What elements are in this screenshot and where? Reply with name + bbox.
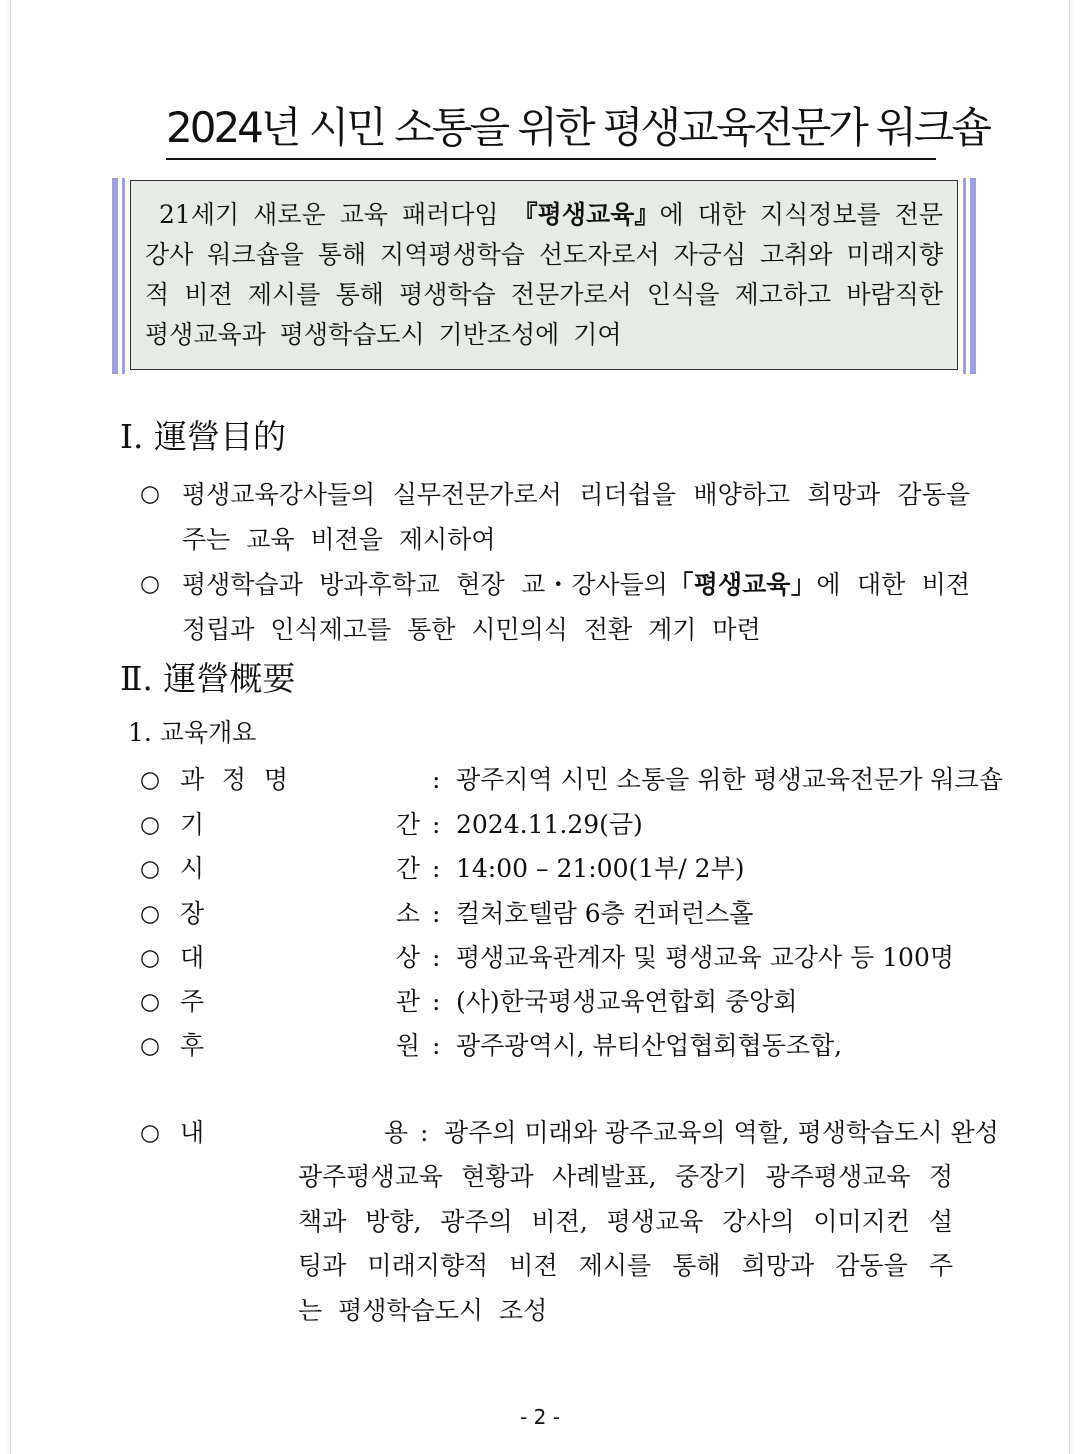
row-label-char: 명 bbox=[263, 765, 288, 794]
row-label-char: 시 bbox=[180, 854, 205, 883]
row-label-char: 용 bbox=[383, 1118, 408, 1147]
row-value: 평생교육관계자 및 평생교육 교강사 등 100명 bbox=[456, 943, 955, 972]
row-label-char: 내 bbox=[180, 1118, 205, 1147]
bullet-circle-icon: ○ bbox=[140, 767, 161, 793]
row-colon: : bbox=[432, 810, 441, 839]
row-value: 광주의 미래와 광주교육의 역할, 평생학습도시 완성 bbox=[444, 1118, 999, 1147]
bullet-circle-icon: ○ bbox=[140, 989, 161, 1015]
purpose-item-text: 평생교육강사들의 실무전문가로서 리더쉽을 배양하고 희망과 감동을 주는 교육 비젼을 제시하여 bbox=[182, 480, 970, 554]
bullet-circle-icon: ○ bbox=[140, 901, 161, 927]
bullet-circle-icon: ○ bbox=[140, 1033, 161, 1059]
subsection-heading: 1. 교육개요 bbox=[128, 718, 257, 747]
section-heading-overview: Ⅱ. 運營概要 bbox=[120, 659, 296, 698]
row-value: 2024.11.29(금) bbox=[456, 810, 643, 839]
row-label bbox=[180, 892, 420, 936]
row-label-char: 장 bbox=[180, 899, 205, 928]
row-colon: : bbox=[432, 943, 441, 972]
row-label-char: 주 bbox=[180, 987, 205, 1016]
row-label bbox=[180, 847, 420, 891]
summary-text-post: 에 대한 지식정보를 전문강사 워크숍을 통해 지역평생학습 선도자로서 자긍심 고취와 미래지향적 비젼 제시를 통해 평생학습 전문가로서 인식을 제고하고 바람직한 평생교육과 평생학습도시 기반조성에 기여 bbox=[145, 200, 944, 349]
row-value: 컬처호텔람 6층 컨퍼런스홀 bbox=[456, 899, 754, 928]
row-colon: : bbox=[420, 1118, 429, 1147]
summary-panel bbox=[112, 178, 976, 374]
purpose-item-text-post: 에 대한 비젼 정립과 인식제고를 통한 시민의식 전환 계기 마련 bbox=[182, 570, 970, 644]
purpose-item-2 bbox=[140, 562, 970, 652]
row-label-char: 간 bbox=[395, 810, 420, 839]
page-number: - 2 - bbox=[520, 1405, 560, 1429]
row-label-char: 기 bbox=[180, 810, 205, 839]
row-label bbox=[180, 758, 288, 802]
summary-text bbox=[145, 195, 943, 355]
row-value: 광주광역시, 뷰티산업협회협동조합, bbox=[456, 1031, 843, 1060]
purpose-item-text-pre: 평생학습과 방과후학교 현장 교・강사들의 bbox=[182, 570, 668, 599]
summary-text-pre: 21세기 새로운 교육 패러다임 bbox=[159, 200, 513, 229]
summary-left-bar bbox=[112, 178, 118, 374]
bullet-circle-icon: ○ bbox=[140, 1120, 161, 1146]
row-colon: : bbox=[432, 1031, 441, 1060]
row-label-char: 정 bbox=[221, 765, 247, 794]
row-colon: : bbox=[432, 987, 441, 1016]
row-value: 광주지역 시민 소통을 위한 평생교육전문가 워크숍 bbox=[456, 765, 1003, 794]
bullet-circle-icon: ○ bbox=[140, 481, 161, 507]
row-label-char: 원 bbox=[395, 1031, 420, 1060]
row-colon: : bbox=[432, 854, 441, 883]
summary-right-bar bbox=[970, 178, 976, 374]
row-colon: : bbox=[432, 899, 441, 928]
row-label bbox=[180, 1111, 408, 1155]
bullet-circle-icon: ○ bbox=[140, 571, 161, 597]
row-label-char: 간 bbox=[395, 854, 420, 883]
purpose-item-highlight: 「평생교육」 bbox=[667, 570, 817, 599]
row-label-char: 대 bbox=[180, 943, 205, 972]
purpose-item-1 bbox=[140, 472, 970, 562]
section-heading-purpose: Ⅰ. 運營目的 bbox=[120, 417, 287, 456]
row-label bbox=[180, 803, 420, 847]
bullet-circle-icon: ○ bbox=[140, 856, 161, 882]
bullet-circle-icon: ○ bbox=[140, 812, 161, 838]
summary-box bbox=[130, 180, 958, 370]
row-label-char: 과 bbox=[180, 765, 205, 794]
row-value: 14:00 – 21:00(1부/ 2부) bbox=[456, 854, 745, 883]
summary-right-thin-bar bbox=[963, 178, 966, 374]
row-label-char: 상 bbox=[395, 943, 420, 972]
row-label bbox=[180, 1024, 420, 1068]
summary-highlight: 『평생교육』 bbox=[512, 200, 660, 229]
row-label-char: 관 bbox=[395, 987, 420, 1016]
document-title: 2024년 시민 소통을 위한 평생교육전문가 워크숍 bbox=[166, 98, 936, 160]
bullet-circle-icon: ○ bbox=[140, 945, 161, 971]
content-description: 광주평생교육 현황과 사례발표, 중장기 광주평생교육 정책과 방향, 광주의 비젼, 평생교육 강사의 이미지컨 설팅과 미래지향적 비젼 제시를 통해 희망과 감동을 주 는 평생학습도시 조성 bbox=[298, 1162, 953, 1325]
row-value: (사)한국평생교육연합회 중앙회 bbox=[456, 987, 798, 1016]
row-label-char: 소 bbox=[395, 899, 420, 928]
row-label bbox=[180, 980, 420, 1024]
row-label bbox=[180, 936, 420, 980]
row-label-char: 후 bbox=[180, 1031, 205, 1060]
row-colon: : bbox=[432, 765, 441, 794]
purpose-item-text bbox=[182, 562, 970, 652]
summary-left-thin-bar bbox=[122, 178, 125, 374]
